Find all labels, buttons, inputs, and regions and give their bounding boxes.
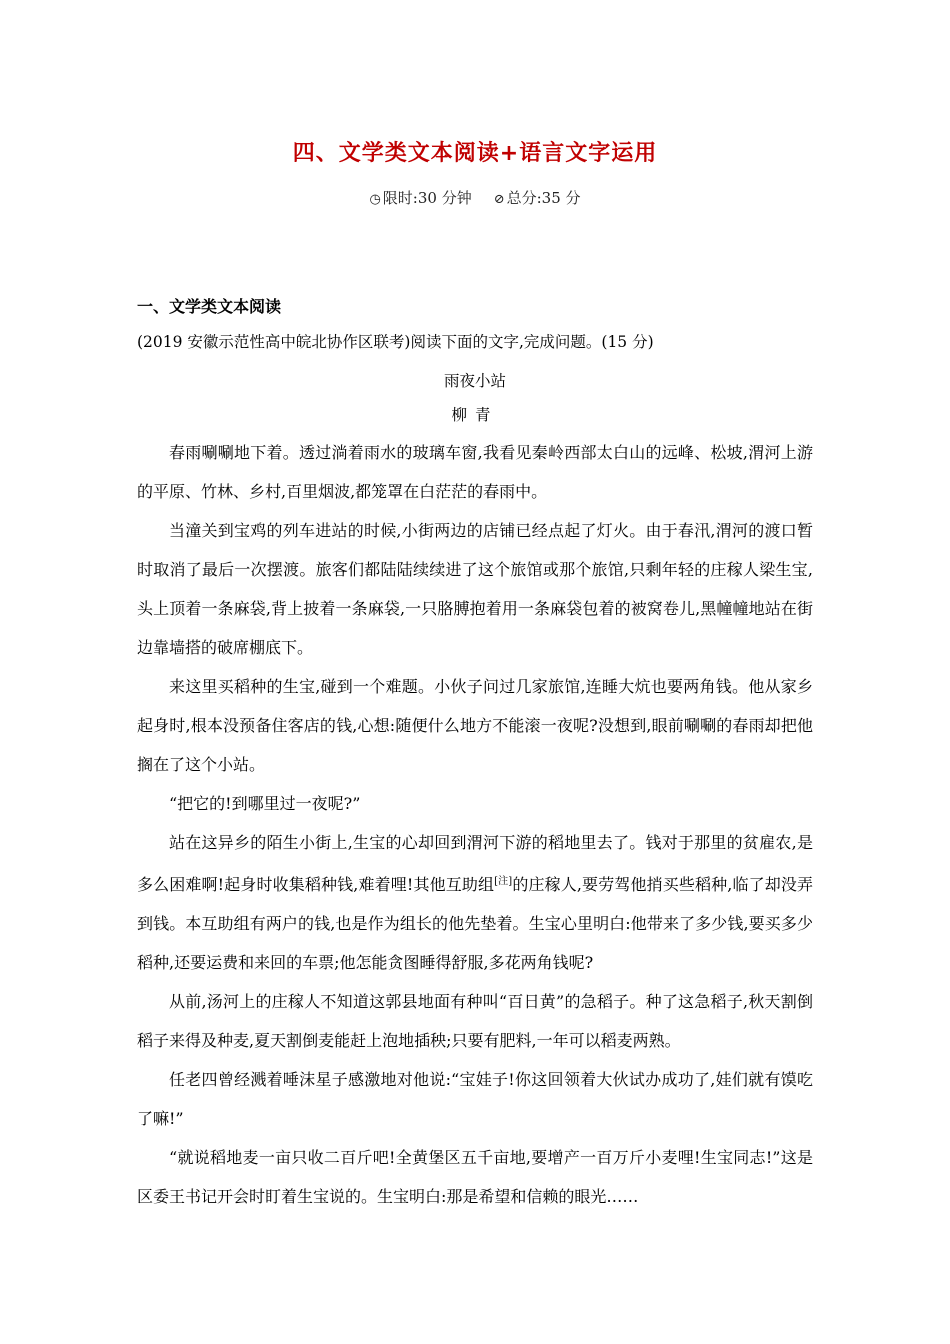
story-author: 柳青 bbox=[451, 406, 499, 424]
section-heading: 一、文学类文本阅读 bbox=[137, 297, 282, 316]
total-score-text: 总分:35 分 bbox=[506, 189, 581, 207]
paragraph: “把它的!到哪里过一夜呢?” bbox=[169, 794, 361, 813]
paragraph: 任老四曾经溅着唾沫星子感激地对他说:“宝娃子!你这回领着大伙试办成功了,娃们就有馍吃了嘛!” bbox=[137, 1070, 813, 1128]
exam-meta bbox=[0, 187, 950, 208]
footnote-marker[interactable]: [注] bbox=[494, 876, 513, 887]
source-line: (2019 安徽示范性高中皖北协作区联考)阅读下面的文字,完成问题。(15 分) bbox=[137, 333, 654, 351]
paragraph: 春雨唰唰地下着。透过淌着雨水的玻璃车窗,我看见秦岭西部太白山的远峰、松坡,渭河上游的平原、竹林、乡村,百里烟波,都笼罩在白茫茫的春雨中。 bbox=[137, 443, 813, 501]
page-title: 四、文学类文本阅读+语言文字运用 bbox=[292, 141, 658, 166]
paragraph: “就说稻地麦一亩只收二百斤吧!全黄堡区五千亩地,要增产一百万斤小麦哩!生宝同志!”这是区委王书记开会时盯着生宝说的。生宝明白:那是希望和信赖的眼光…… bbox=[137, 1148, 813, 1206]
paragraph: 当潼关到宝鸡的列车进站的时候,小街两边的店铺已经点起了灯火。由于春汛,渭河的渡口暂时取消了最后一次摆渡。旅客们都陆陆续续进了这个旅馆或那个旅馆,只剩年轻的庄稼人梁生宝,头上顶着一条麻袋,背上披着一条麻袋,一只胳膊抱着用一条麻袋包着的被窝卷儿,黑幢幢地站在街边靠墙搭的破席棚底下。 bbox=[137, 521, 813, 657]
story-title: 雨夜小站 bbox=[443, 372, 506, 390]
paragraph-with-note bbox=[137, 823, 813, 982]
story-body bbox=[137, 433, 813, 1216]
paragraph: 来这里买稻种的生宝,碰到一个难题。小伙子问过几家旅馆,连睡大炕也要两角钱。他从家乡起身时,根本没预备住客店的钱,心想:随便什么地方不能滚一夜呢?没想到,眼前唰唰的春雨却把他搁在了这个小站。 bbox=[137, 677, 813, 774]
clock-icon: ◷ bbox=[369, 192, 381, 207]
total-score bbox=[494, 187, 581, 208]
paragraph: 从前,汤河上的庄稼人不知道这郭县地面有种叫“百日黄”的急稻子。种了这急稻子,秋天割倒稻子来得及种麦,夏天割倒麦能赶上泡地插秧;只要有肥料,一年可以稻麦两熟。 bbox=[137, 992, 813, 1050]
check-circle-icon: ⊘ bbox=[493, 192, 505, 207]
paragraph-text: 站在这异乡的陌生小街上,生宝的心却回到渭河下游的稻地里去了。钱对于那里的贫雇农,是多么困难啊!起身时收集稻种钱,难着哩!其他互助组 bbox=[137, 833, 813, 894]
time-limit-text: 限时:30 分钟 bbox=[382, 189, 472, 207]
paragraph-text: 的庄稼人,要劳驾他捎买些稻种,临了却没弄到钱。本互助组有两户的钱,也是作为组长的他先垫着。生宝心里明白:他带来了多少钱,要买多少稻种,还要运费和来回的车票;他怎能贪图睡得舒服,多花两角钱呢? bbox=[137, 875, 813, 972]
time-limit bbox=[369, 187, 471, 208]
